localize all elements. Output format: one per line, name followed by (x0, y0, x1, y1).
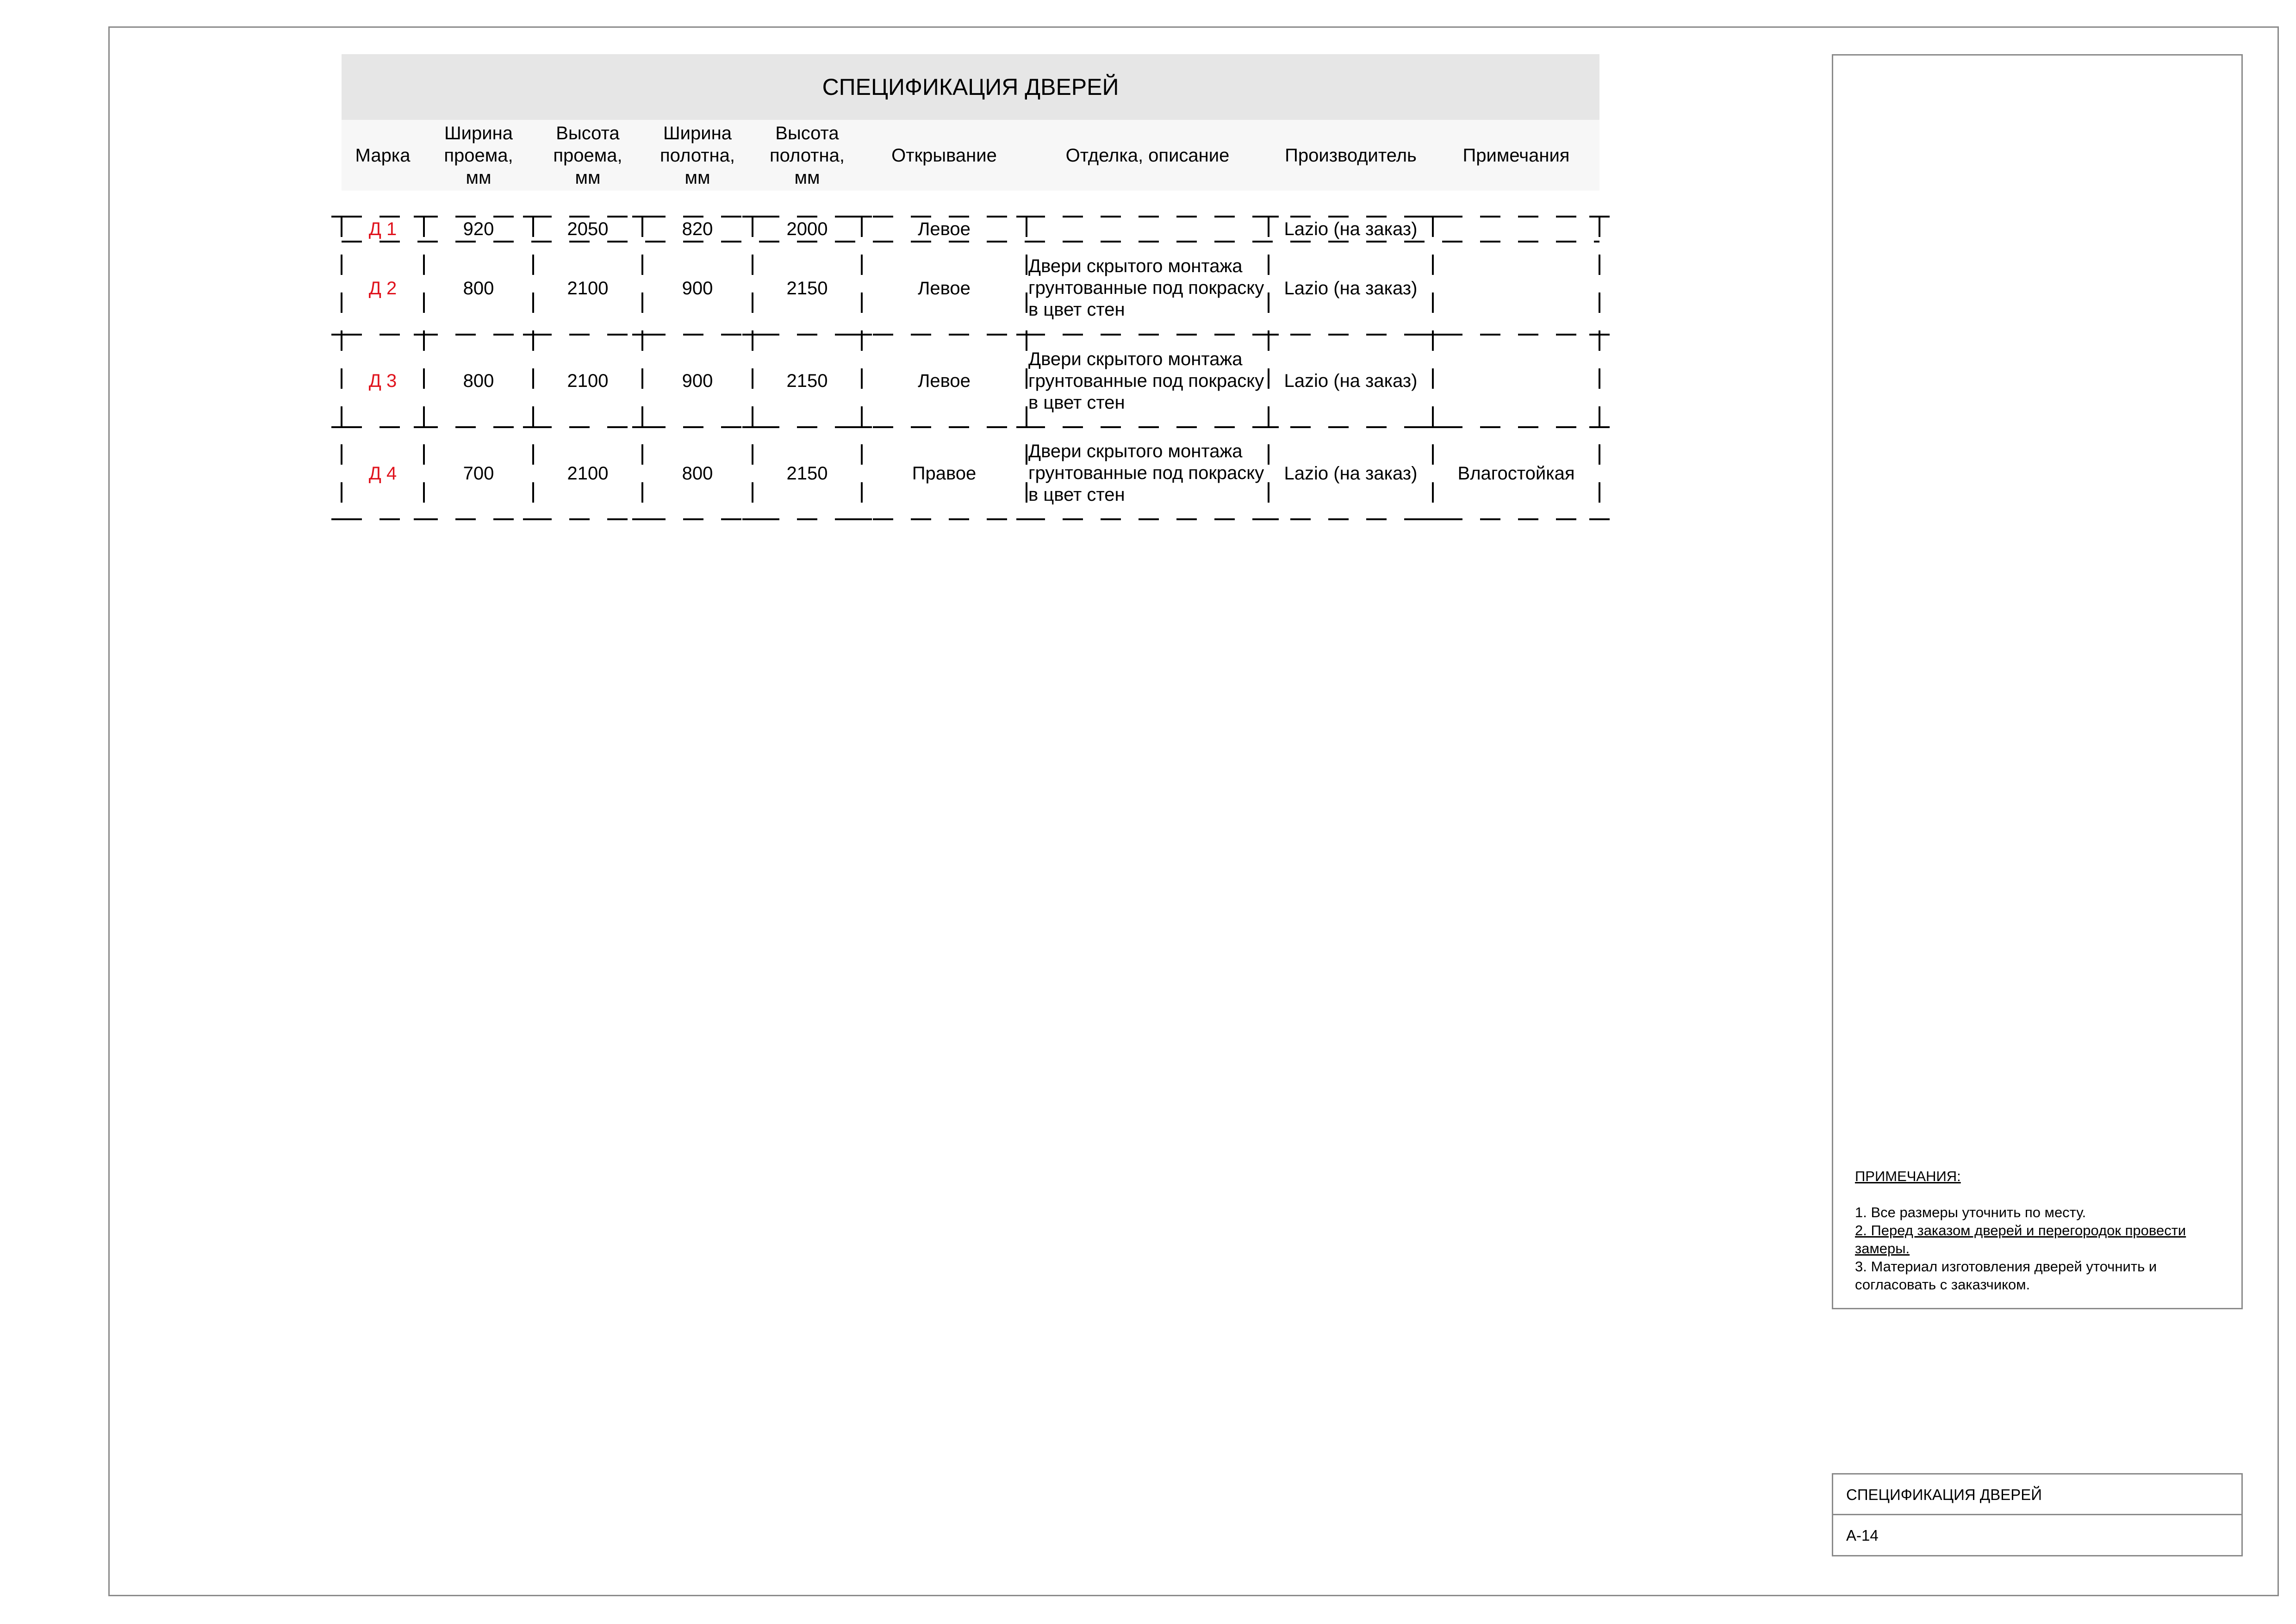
row-4-leaf-height: 2150 (786, 463, 828, 484)
row-4-finish: Двери скрытого монтажа грунтованные под покраску в цвет стен (1028, 441, 1264, 505)
row-1-opening-width: 920 (463, 219, 494, 239)
side-panel (1832, 54, 2243, 1309)
row-2-finish: Двери скрытого монтажа грунтованные под покраску в цвет стен (1028, 256, 1264, 320)
title-stamp (1832, 1473, 2243, 1556)
row-2-mark: Д 2 (368, 278, 397, 299)
row-3-leaf-height: 2150 (786, 371, 828, 391)
row-3-finish: Двери скрытого монтажа грунтованные под покраску в цвет стен (1028, 348, 1264, 413)
row-3-manufacturer: Lazio (на заказ) (1284, 371, 1418, 391)
row-2-leaf-width: 900 (682, 278, 713, 299)
row-3-leaf-width: 900 (682, 371, 713, 391)
note-item-3: 3. Материал изготовления дверей уточнить и согласовать с заказчиком. (1855, 1258, 2157, 1293)
row-1-opening: Левое (918, 219, 971, 239)
row-2-manufacturer: Lazio (на заказ) (1284, 278, 1418, 299)
header-manufacturer: Производитель (1285, 145, 1417, 166)
row-1-leaf-width: 820 (682, 219, 713, 239)
header-opening-height: Высота проема, мм (553, 123, 622, 188)
row-4-notes: Влагостойкая (1457, 463, 1575, 484)
row-4-opening: Правое (912, 463, 977, 484)
row-2-opening-width: 800 (463, 278, 494, 299)
header-opening: Открывание (891, 145, 997, 166)
row-3-opening-width: 800 (463, 371, 494, 391)
stamp-sheet-number: А-14 (1846, 1527, 1879, 1544)
row-1-manufacturer: Lazio (на заказ) (1284, 219, 1418, 239)
row-1-mark: Д 1 (368, 219, 397, 239)
note-item-1: 1. Все размеры уточнить по месту. (1855, 1204, 2086, 1220)
header-notes: Примечания (1462, 145, 1570, 166)
row-2-opening-height: 2100 (567, 278, 609, 299)
note-item-2: 2. Перед заказом дверей и перегородок провести замеры. (1855, 1222, 2186, 1257)
header-opening-width: Ширина проема, мм (444, 123, 513, 188)
notes-block (1855, 1167, 2225, 1294)
header-leaf-width: Ширина полотна, мм (660, 123, 735, 188)
row-4-mark: Д 4 (368, 463, 397, 484)
row-1-opening-height: 2050 (567, 219, 609, 239)
header-mark: Марка (355, 145, 411, 166)
header-finish: Отделка, описание (1065, 145, 1230, 166)
row-2-opening: Левое (918, 278, 971, 299)
spec-title: СПЕЦИФИКАЦИЯ ДВЕРЕЙ (342, 54, 1599, 120)
row-4-manufacturer: Lazio (на заказ) (1284, 463, 1418, 484)
notes-title: ПРИМЕЧАНИЯ: (1855, 1168, 1961, 1184)
row-3-mark: Д 3 (368, 371, 397, 391)
row-3-opening-height: 2100 (567, 371, 609, 391)
row-3-opening: Левое (918, 371, 971, 391)
header-leaf-height: Высота полотна, мм (770, 123, 845, 188)
row-4-leaf-width: 800 (682, 463, 713, 484)
row-4-opening-width: 700 (463, 463, 494, 484)
row-4-opening-height: 2100 (567, 463, 609, 484)
row-1-leaf-height: 2000 (786, 219, 828, 239)
stamp-sheet-title: СПЕЦИФИКАЦИЯ ДВЕРЕЙ (1833, 1475, 2241, 1515)
row-2-leaf-height: 2150 (786, 278, 828, 299)
